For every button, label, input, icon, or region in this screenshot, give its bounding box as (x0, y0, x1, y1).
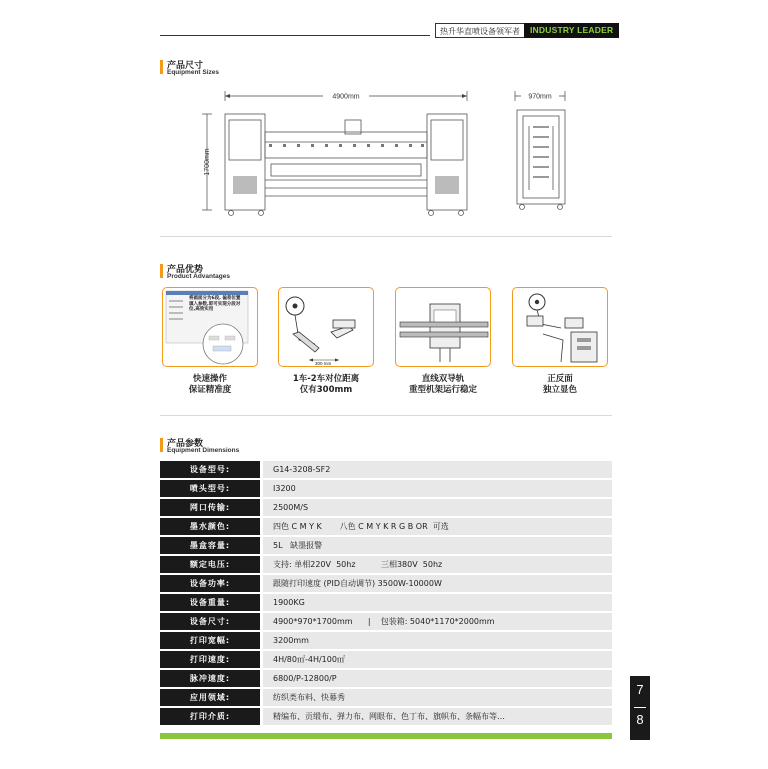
software-note-line2: 填入参数,即可实现分段对 (189, 301, 241, 307)
header-banner (435, 23, 619, 38)
spec-label: 额定电压: (160, 556, 260, 573)
spec-label: 设备重量: (160, 594, 260, 611)
spec-label: 打印宽幅: (160, 632, 260, 649)
spec-value: 4H/80㎡-4H/100㎡ (263, 651, 612, 668)
section-subtitle: Product Advantages (167, 273, 230, 280)
spec-label: 设备型号: (160, 461, 260, 478)
spec-label: 墨盒容量: (160, 537, 260, 554)
advantage-card-software (162, 287, 258, 367)
advantage-caption-3: 直线双导轨 重型机架运行稳定 (408, 374, 477, 395)
advantage-card-distance (278, 287, 374, 367)
spec-row (160, 575, 612, 592)
spec-row (160, 632, 612, 649)
spec-value: G14-3208-SF2 (263, 461, 612, 478)
side-view-machine (517, 110, 565, 210)
header-rule (160, 35, 430, 36)
roller-distance-illustration (279, 288, 374, 367)
spec-row (160, 651, 612, 668)
section-title: 产品尺寸 (167, 61, 204, 71)
page-number-badge (630, 676, 650, 740)
spec-value: 4900*970*1700mm | 包装箱: 5040*1170*2000mm (263, 613, 612, 630)
advantage-caption-1: 快速操作 保证精准度 (188, 374, 232, 395)
spec-label: 应用领域: (160, 689, 260, 706)
section-subtitle: Equipment Sizes (167, 69, 220, 76)
header-slogan: 热升华直喷设备领军者 (435, 23, 524, 38)
equipment-drawing (195, 80, 595, 220)
section-subtitle: Equipment Dimensions (167, 447, 240, 454)
spec-row (160, 499, 612, 516)
spec-row (160, 518, 612, 535)
spec-label: 打印速度: (160, 651, 260, 668)
software-note-line3: 位,高效实用 (189, 307, 214, 312)
duplex-printing-illustration (513, 288, 608, 367)
spec-label: 喷头型号: (160, 480, 260, 497)
spec-value: 3200mm (263, 632, 612, 649)
height-dimension-label: 1700mm (204, 148, 211, 176)
header-tagline: INDUSTRY LEADER (524, 23, 619, 38)
page-number-right: 8 (636, 712, 644, 727)
spec-value: 精编布、贡缎布、弹力布、网眼布、色丁布、旗帜布、条幅布等… (263, 708, 612, 725)
spec-label: 设备尺寸: (160, 613, 260, 630)
spec-row (160, 670, 612, 687)
spec-row (160, 537, 612, 554)
advantage-card-rail (395, 287, 491, 367)
spec-row (160, 556, 612, 573)
front-view-machine (225, 114, 467, 216)
spec-row (160, 689, 612, 706)
section-title: 产品参数 (167, 439, 204, 449)
width-dimension-label: 4900mm (332, 93, 360, 101)
spec-label: 打印介质: (160, 708, 260, 725)
spec-value: I3200 (263, 480, 612, 497)
spec-value: 1900KG (263, 594, 612, 611)
spec-row (160, 461, 612, 478)
spec-table (160, 461, 612, 727)
distance-label: 300 mm (315, 361, 332, 366)
page-number-left: 7 (636, 682, 644, 697)
separator (160, 415, 612, 416)
advantage-card-duplex (512, 287, 608, 367)
spec-label: 脉冲速度: (160, 670, 260, 687)
spec-row (160, 480, 612, 497)
footer-accent-bar (160, 733, 612, 739)
spec-row (160, 708, 612, 725)
dual-rail-illustration (396, 288, 491, 367)
spec-value: 纺织类布料、快幕秀 (263, 689, 612, 706)
separator (160, 236, 612, 237)
advantage-caption-2: 1车-2车对位距离 仅有300mm (292, 374, 360, 395)
section-title: 产品优势 (167, 265, 204, 275)
spec-value: 四色 C M Y K 八色 C M Y K R G B OR 可选 (263, 518, 612, 535)
spec-value: 跟随打印速度 (PID自动调节) 3500W-10000W (263, 575, 612, 592)
advantage-caption-4: 正反面 独立显色 (542, 374, 577, 395)
spec-value: 支持: 单相220V 50hz 三相380V 50hz (263, 556, 612, 573)
spec-label: 网口传输: (160, 499, 260, 516)
spec-row (160, 594, 612, 611)
spec-row (160, 613, 612, 630)
spec-label: 墨水颜色: (160, 518, 260, 535)
software-note-line1: 将画面分为6段, 偏差位置 (189, 296, 241, 301)
spec-label: 设备功率: (160, 575, 260, 592)
depth-dimension-label: 970mm (528, 93, 552, 101)
spec-value: 2500M/S (263, 499, 612, 516)
spec-value: 5L 缺墨报警 (263, 537, 612, 554)
spec-value: 6800/P-12800/P (263, 670, 612, 687)
